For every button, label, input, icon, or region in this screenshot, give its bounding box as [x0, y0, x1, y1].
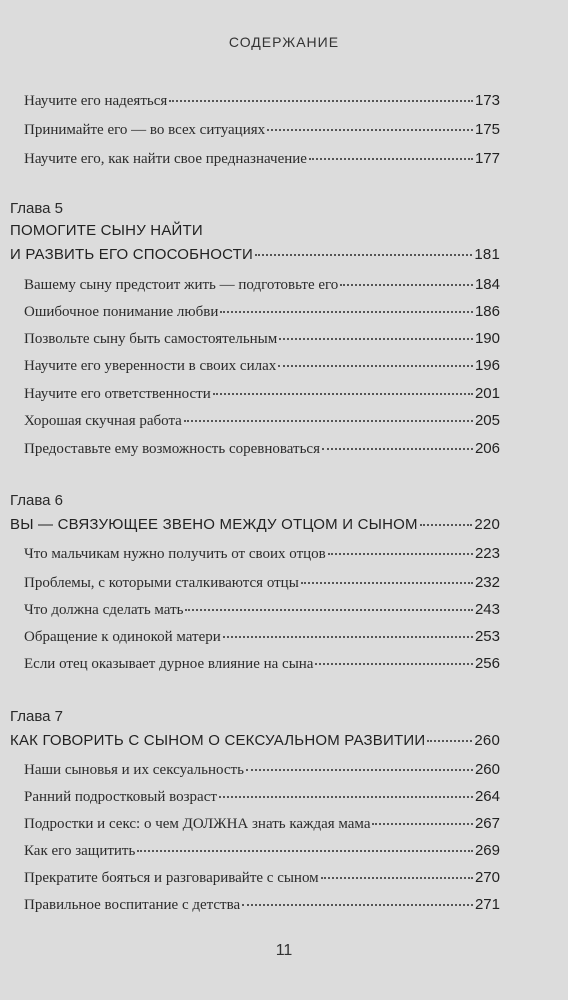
toc-entry-page: 186	[474, 303, 500, 320]
toc-entry-title: Научите его ответственности	[24, 386, 211, 402]
leader-dots	[184, 420, 473, 422]
toc-entry-title: Наши сыновья и их сексуальность	[24, 762, 244, 778]
toc-entry-title: Правильное воспитание с детства	[24, 897, 241, 913]
toc-entry	[24, 601, 500, 619]
leader-dots	[213, 393, 473, 395]
chapter-label: Глава 7	[10, 708, 64, 725]
leader-dots	[420, 524, 473, 526]
leader-dots	[223, 636, 473, 638]
chapter-label: Глава 6	[10, 492, 64, 509]
toc-entry-page: 269	[474, 842, 500, 859]
toc-entry-title: Если отец оказывает дурное влияние на сына	[24, 656, 314, 672]
toc-entry	[24, 655, 500, 673]
toc-entry	[24, 788, 500, 806]
toc-entry-page: 190	[474, 330, 500, 347]
toc-entry	[24, 412, 500, 430]
chapter-title: КАК ГОВОРИТЬ С СЫНОМ О СЕКСУАЛЬНОМ РАЗВИТИИ	[10, 732, 426, 749]
leader-dots	[321, 877, 473, 879]
toc-entry	[24, 815, 500, 833]
toc-entry-page: 253	[474, 628, 500, 645]
toc-entry-page: 205	[474, 412, 500, 429]
toc-entry-page: 173	[474, 92, 500, 109]
toc-entry-title: Что мальчикам нужно получить от своих отцов	[24, 546, 326, 562]
page-number: 11	[275, 942, 293, 959]
toc-entry-page: 271	[474, 896, 500, 913]
toc-entry-title: Как его защитить	[24, 843, 136, 859]
toc-entry	[24, 440, 500, 458]
chapter-title-continued: И РАЗВИТЬ ЕГО СПОСОБНОСТИ	[10, 246, 254, 263]
leader-dots	[301, 582, 473, 584]
toc-entry	[24, 842, 500, 860]
toc-entry-page: 260	[474, 761, 500, 778]
chapter-title: ПОМОГИТЕ СЫНУ НАЙТИ	[10, 222, 203, 239]
leader-dots	[246, 769, 473, 771]
leader-dots	[315, 663, 473, 665]
toc-entry	[24, 574, 500, 592]
toc-entry-page: 270	[474, 869, 500, 886]
toc-entry-title: Научите его надеяться	[24, 93, 168, 109]
leader-dots	[322, 448, 473, 450]
chapter-page: 181	[474, 246, 500, 263]
toc-entry-page: 264	[474, 788, 500, 805]
leader-dots	[278, 365, 473, 367]
leader-dots	[427, 740, 472, 742]
toc-entry-title: Вашему сыну предстоит жить — подготовьте его	[24, 277, 339, 293]
leader-dots	[242, 904, 473, 906]
toc-entry	[24, 121, 500, 139]
toc-entry	[24, 896, 500, 914]
toc-entry-page: 201	[474, 385, 500, 402]
toc-entry-title: Позвольте сыну быть самостоятельным	[24, 331, 278, 347]
page-header: СОДЕРЖАНИЕ	[228, 34, 340, 50]
toc-entry-page: 196	[474, 357, 500, 374]
toc-entry	[24, 303, 500, 321]
leader-dots	[328, 553, 473, 555]
toc-entry-title: Проблемы, с которыми сталкиваются отцы	[24, 575, 299, 591]
leader-dots	[219, 796, 473, 798]
leader-dots	[185, 609, 472, 611]
chapter-title-entry	[10, 516, 500, 533]
leader-dots	[255, 254, 472, 256]
toc-entry	[24, 869, 500, 887]
toc-entry	[24, 330, 500, 348]
leader-dots	[169, 100, 473, 102]
toc-entry-title: Подростки и секс: о чем ДОЛЖНА знать каждая мама	[24, 816, 371, 832]
chapter-label: Глава 5	[10, 200, 64, 217]
toc-entry-title: Принимайте его — во всех ситуациях	[24, 122, 266, 138]
toc-entry	[24, 385, 500, 403]
toc-entry	[24, 357, 500, 375]
toc-entry-title: Обращение к одинокой матери	[24, 629, 221, 645]
toc-entry-title: Ошибочное понимание любви	[24, 304, 219, 320]
toc-entry-page: 184	[474, 276, 500, 293]
toc-entry-page: 206	[474, 440, 500, 457]
toc-entry	[24, 276, 500, 294]
toc-entry-title: Хорошая скучная работа	[24, 413, 182, 429]
toc-entry	[24, 92, 500, 110]
chapter-title-entry	[10, 246, 500, 263]
toc-entry-page: 175	[474, 121, 500, 138]
leader-dots	[267, 129, 473, 131]
toc-entry-title: Научите его, как найти свое предназначение	[24, 151, 307, 167]
chapter-page: 260	[474, 732, 500, 749]
toc-entry	[24, 628, 500, 646]
toc-entry-page: 256	[474, 655, 500, 672]
leader-dots	[220, 311, 473, 313]
leader-dots	[279, 338, 473, 340]
chapter-title: ВЫ — СВЯЗУЮЩЕЕ ЗВЕНО МЕЖДУ ОТЦОМ И СЫНОМ	[10, 516, 418, 533]
leader-dots	[372, 823, 472, 825]
chapter-title-entry	[10, 732, 500, 749]
leader-dots	[340, 284, 473, 286]
toc-entry-title: Научите его уверенности в своих силах	[24, 358, 277, 374]
toc-entry-page: 243	[474, 601, 500, 618]
toc-entry	[24, 761, 500, 779]
toc-entry	[24, 150, 500, 168]
toc-entry-page: 232	[474, 574, 500, 591]
toc-entry	[24, 545, 500, 563]
toc-entry-page: 177	[474, 150, 500, 167]
chapter-page: 220	[474, 516, 500, 533]
toc-entry-page: 267	[474, 815, 500, 832]
toc-entry-title: Предоставьте ему возможность соревноваться	[24, 441, 320, 457]
toc-entry-page: 223	[474, 545, 500, 562]
toc-entry-title: Прекратите бояться и разговаривайте с сыном	[24, 870, 319, 886]
toc-entry-title: Что должна сделать мать	[24, 602, 184, 618]
toc-entry-title: Ранний подростковый возраст	[24, 789, 217, 805]
leader-dots	[309, 158, 473, 160]
leader-dots	[137, 850, 473, 852]
